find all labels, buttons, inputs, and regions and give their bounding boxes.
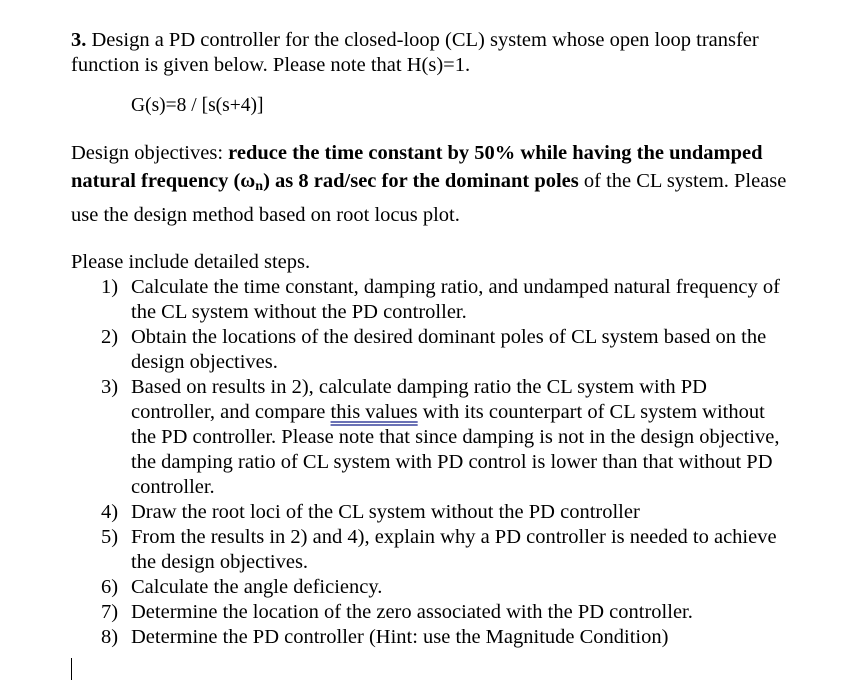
steps-intro: Please include detailed steps. bbox=[71, 251, 311, 273]
step-text: Determine the PD controller (Hint: use the Magnitude Condition) bbox=[131, 626, 669, 648]
objectives-bold-2: ) as 8 rad/sec for the dominant poles bbox=[263, 170, 579, 192]
step-text: Obtain the locations of the desired dominant poles of CL system based on the design objectives. bbox=[131, 326, 767, 373]
document-body bbox=[71, 28, 791, 650]
step-number: 2) bbox=[101, 326, 119, 348]
transfer-function-equation: G(s)=8 / [s(s+4)] bbox=[131, 95, 264, 116]
step-item bbox=[71, 325, 791, 375]
step-text: Determine the location of the zero associated with the PD controller. bbox=[131, 601, 693, 623]
grammar-flagged-text[interactable]: this values bbox=[330, 401, 418, 423]
text-cursor bbox=[71, 658, 72, 680]
omega-subscript: n bbox=[255, 179, 264, 194]
step-text: From the results in 2) and 4), explain why a PD controller is needed to achieve the design objectives. bbox=[131, 526, 777, 573]
question-intro-text: Design a PD controller for the closed-loop (CL) system whose open loop transfer function is given below. Please note that H(s)=1. bbox=[71, 29, 759, 76]
question-number: 3. bbox=[71, 29, 87, 51]
step-text: Based on results in 2), calculate damping ratio the CL system with PD controller, and compare bbox=[131, 376, 707, 423]
step-item bbox=[71, 625, 791, 650]
objectives-bold-1: reduce the time constant by 50% while having the undamped natural frequency (ω bbox=[71, 142, 763, 192]
step-item bbox=[71, 575, 791, 600]
step-item bbox=[71, 500, 791, 525]
objectives-lead: Design objectives: bbox=[71, 142, 229, 164]
step-item bbox=[71, 275, 791, 325]
step-number: 8) bbox=[101, 626, 119, 648]
step-number: 4) bbox=[101, 501, 119, 523]
step-text-cont: with its counterpart of CL system without the PD controller. Please note that since damping is not in the design objective, the damping ratio of CL system with PD control is lower than that without PD controller. bbox=[131, 401, 780, 498]
step-item bbox=[71, 600, 791, 625]
step-number: 1) bbox=[101, 276, 119, 298]
question-intro bbox=[71, 28, 791, 78]
step-item bbox=[71, 525, 791, 575]
step-text: Calculate the angle deficiency. bbox=[131, 576, 383, 598]
step-item bbox=[71, 375, 791, 500]
step-number: 5) bbox=[101, 526, 119, 548]
step-text: Draw the root loci of the CL system without the PD controller bbox=[131, 501, 640, 523]
design-objectives bbox=[71, 139, 791, 229]
step-number: 7) bbox=[101, 601, 119, 623]
steps-list bbox=[71, 275, 791, 650]
step-number: 6) bbox=[101, 576, 119, 598]
step-number: 3) bbox=[101, 376, 119, 398]
step-text: Calculate the time constant, damping ratio, and undamped natural frequency of the CL system without the PD controller. bbox=[131, 276, 780, 323]
objectives-trail: of the CL system. Please use the design method based on root locus plot. bbox=[71, 170, 787, 226]
